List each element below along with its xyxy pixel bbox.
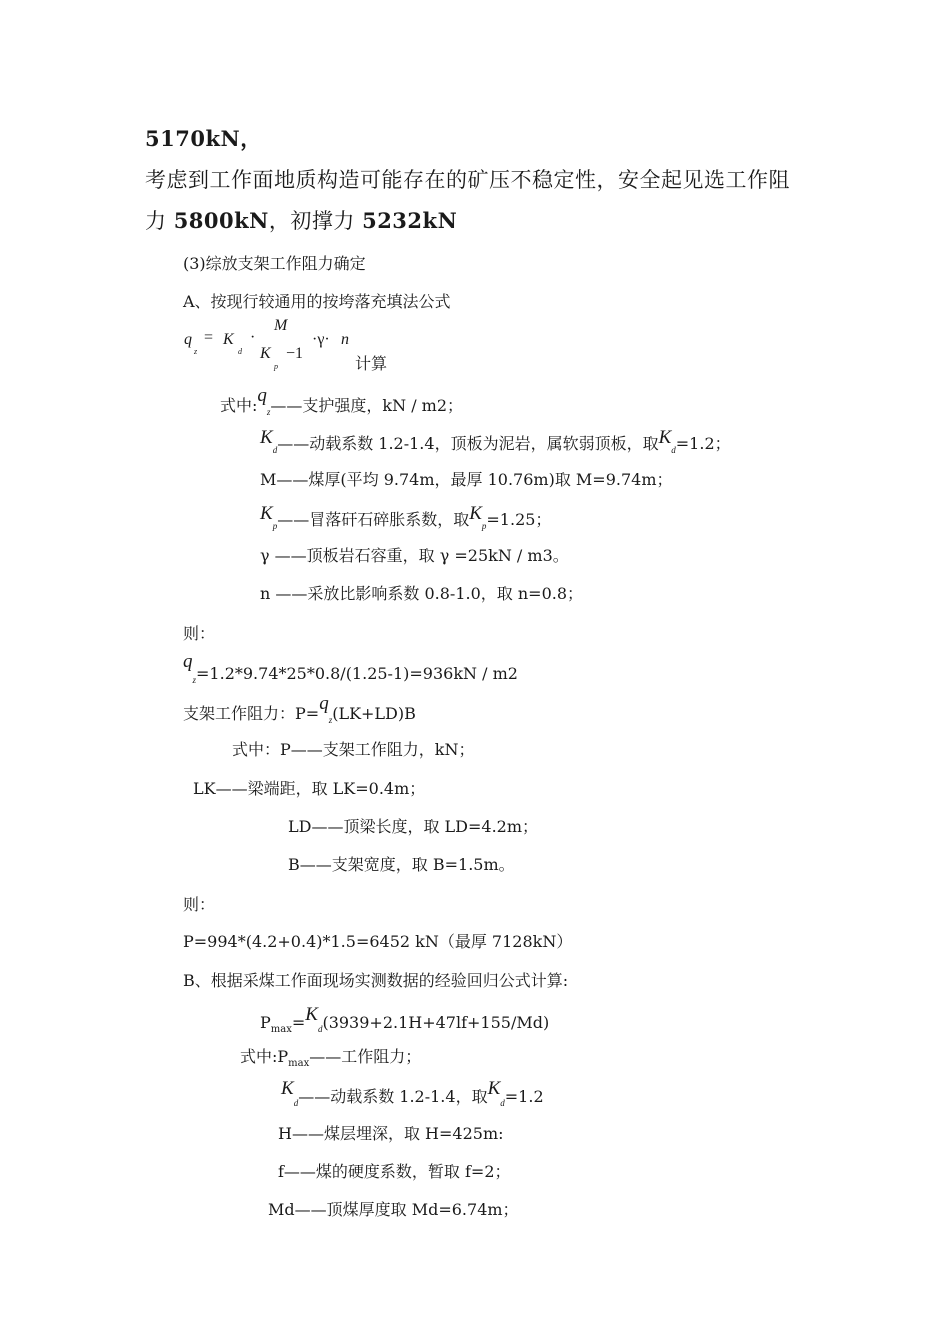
def2-ld: LD——顶梁长度，取 LD=4.2m； [288, 817, 539, 836]
def-gamma: γ ——顶板岩石容重，取 γ =25kN / m3。 [260, 546, 569, 565]
section-heading-3: (3)综放支架工作阻力确定 [183, 254, 366, 273]
formula-pmax: $P_{max}=K_d(3939+2.1H+47lf+155/Md)$ [260, 1004, 550, 1035]
calc-qz: $q_z=1.2*9.74*25*0.8/(1.25-1)=936kN / m2$ [183, 651, 518, 685]
def-n: n ——采放比影响系数 0.8-1.0，取 n=0.8； [260, 584, 584, 603]
method-b-heading: B、根据采煤工作面现场实测数据的经验回归公式计算: [183, 971, 569, 990]
def-m: M——煤厚(平均 9.74m，最厚 10.76m)取 M=9.74m； [260, 470, 673, 489]
calc-p: P=994*(4.2+0.4)*1.5=6452 kN（最厚 7128kN） [183, 932, 573, 951]
paragraph-line-1: 考虑到工作面地质构造可能存在的矿压不稳定性，安全起见选工作阻 [145, 168, 790, 192]
def3-kd: $K_d——$动载系数 1.2-1.4，取$K_d=1.2$ [281, 1078, 544, 1108]
continued-value: 5170kN， [145, 126, 262, 151]
def3-f: f——煤的硬度系数，暂取 f=2； [278, 1162, 511, 1181]
method-a-heading: A、按现行较通用的按垮落充填法公式 [183, 292, 451, 311]
def-kp: $K_p——$冒落矸石碎胀系数，取$K_p=1.25$； [260, 503, 552, 531]
then-label-1: 则： [183, 624, 216, 643]
def3-pmax: 式中$:P_{max}——$工作阻力； [240, 1047, 422, 1069]
def2-p: 式中：P——支架工作阻力，kN； [232, 740, 475, 759]
def3-h: H——煤层埋深，取 H=425m: [278, 1124, 504, 1143]
def-q: 式中$:q_z——$支护强度，kN / m2； [220, 385, 464, 417]
def3-md: Md——顶煤厚度取 Md=6.74m； [268, 1200, 519, 1219]
support-resistance-formula: 支架工作阻力：$P=q_z(LK+LD)B$ [183, 693, 416, 725]
def-kd: $K_d——$动载系数 1.2-1.4，顶板为泥岩，属软弱顶板，取$K_d=1.2$； [260, 427, 731, 455]
then-label-2: 则： [183, 895, 216, 914]
def2-b: B——支架宽度，取 B=1.5m。 [288, 855, 515, 874]
paragraph-line-2: 力 5800kN，初撑力 5232kN [145, 208, 458, 233]
def2-lk: LK——梁端距，取 LK=0.4m； [193, 779, 426, 798]
